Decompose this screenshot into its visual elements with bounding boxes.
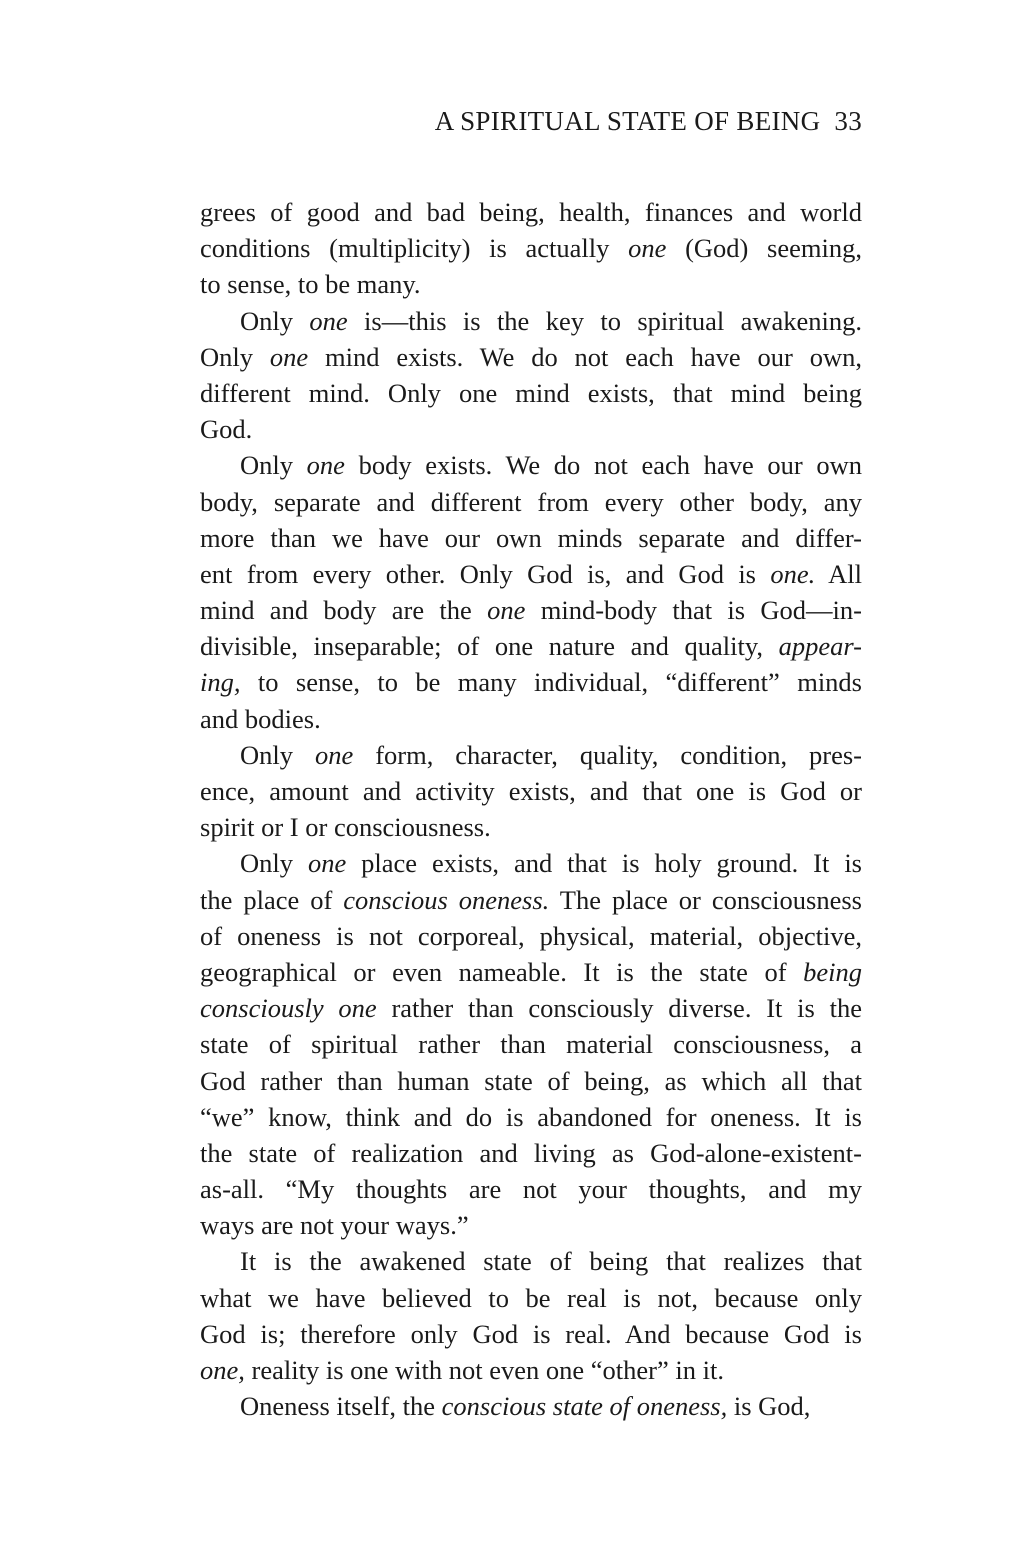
italic-text: one bbox=[314, 739, 354, 770]
italic-text: conscious state of oneness, bbox=[441, 1391, 728, 1422]
paragraph bbox=[200, 447, 862, 737]
paragraph bbox=[200, 737, 862, 846]
text-run: reality is one with not even one “other” in it. bbox=[244, 1355, 724, 1385]
text-run: rather than consciously diverse. It is the bbox=[376, 993, 862, 1024]
text-line bbox=[200, 303, 862, 339]
text-line bbox=[200, 773, 862, 809]
text-run: to sense, to be many individual, “different” minds bbox=[240, 667, 862, 698]
text-run: more than we have our own minds separate and differ- bbox=[200, 522, 862, 553]
text-line bbox=[200, 484, 862, 520]
italic-text: one bbox=[628, 233, 667, 264]
text-line bbox=[200, 1207, 862, 1243]
text-run: body exists. We do not each have our own bbox=[344, 450, 863, 481]
text-run: The place or consciousness bbox=[549, 884, 862, 915]
text-line bbox=[200, 882, 862, 918]
italic-text: one bbox=[309, 305, 348, 336]
text-run: divisible, inseparable; of one nature and quality, bbox=[200, 631, 779, 662]
text-line bbox=[200, 701, 862, 737]
text-line bbox=[200, 230, 862, 266]
text-line bbox=[200, 954, 862, 990]
text-run: different mind. Only one mind exists, that mind being bbox=[200, 377, 862, 408]
text-run: form, character, quality, condition, pres- bbox=[353, 739, 863, 770]
text-line bbox=[200, 1135, 862, 1171]
paragraph bbox=[200, 1243, 862, 1388]
italic-text: one. bbox=[770, 558, 816, 589]
text-line bbox=[200, 1026, 862, 1062]
text-line bbox=[200, 411, 862, 447]
text-run: to sense, to be many. bbox=[200, 269, 421, 300]
text-line bbox=[200, 845, 862, 881]
text-run: Only bbox=[240, 305, 310, 336]
text-run: ence, amount and activity exists, and that one is God or bbox=[200, 776, 862, 806]
text-line bbox=[200, 1063, 862, 1099]
text-run: God rather than human state of being, as which all that bbox=[200, 1065, 862, 1096]
text-line bbox=[200, 1280, 862, 1316]
text-run: spirit or I or consciousness. bbox=[200, 812, 491, 843]
text-run: mind-body that is God—in- bbox=[525, 595, 862, 626]
text-run: Oneness itself, the bbox=[240, 1391, 442, 1422]
italic-text: one bbox=[269, 341, 309, 372]
text-line bbox=[200, 592, 862, 628]
paragraph bbox=[200, 845, 862, 1243]
paragraph bbox=[200, 1388, 862, 1424]
italic-text: one, bbox=[200, 1355, 245, 1385]
text-run: Only bbox=[240, 739, 315, 770]
text-line bbox=[200, 1171, 862, 1207]
text-line bbox=[200, 918, 862, 954]
text-run: It is the awakened state of being that realizes that bbox=[240, 1246, 862, 1277]
text-line bbox=[200, 664, 862, 700]
italic-text: one bbox=[307, 848, 347, 879]
text-run: Only bbox=[240, 450, 307, 481]
text-line bbox=[200, 1243, 862, 1279]
text-run: state of spiritual rather than material consciousness, a bbox=[200, 1029, 862, 1060]
text-run: the place of bbox=[200, 884, 344, 915]
text-run: mind and body are the bbox=[200, 595, 488, 626]
text-run: All bbox=[815, 558, 862, 589]
text-line bbox=[200, 1099, 862, 1135]
italic-text: conscious oneness. bbox=[343, 884, 550, 915]
text-run: the state of realization and living as God-alone-existent- bbox=[200, 1137, 862, 1168]
text-run: grees of good and bad being, health, finances and world bbox=[200, 197, 862, 227]
text-line bbox=[200, 809, 862, 845]
text-line bbox=[200, 1316, 862, 1352]
italic-text: ing, bbox=[200, 667, 241, 698]
italic-text: consciously one bbox=[200, 993, 377, 1024]
text-line bbox=[200, 520, 862, 556]
running-head bbox=[200, 106, 862, 137]
text-line bbox=[200, 447, 862, 483]
text-run: of oneness is not corporeal, physical, material, objective, bbox=[200, 920, 862, 951]
text-line bbox=[200, 628, 862, 664]
text-run: geographical or even nameable. It is the state of bbox=[200, 956, 804, 987]
text-run: body, separate and different from every other body, any bbox=[200, 486, 862, 517]
text-run: place exists, and that is holy ground. It is bbox=[346, 848, 862, 879]
text-line bbox=[200, 737, 862, 773]
italic-text: one bbox=[306, 450, 345, 481]
text-line bbox=[200, 556, 862, 592]
text-line bbox=[200, 266, 862, 302]
text-run: mind exists. We do not each have our own, bbox=[308, 341, 862, 372]
text-run: ways are not your ways.” bbox=[200, 1210, 469, 1241]
text-run: is—this is the key to spiritual awakening. bbox=[347, 305, 862, 336]
text-line bbox=[200, 1352, 862, 1388]
italic-text: one bbox=[487, 595, 526, 626]
text-line bbox=[200, 339, 862, 375]
italic-text: appear- bbox=[778, 631, 862, 662]
text-run: as-all. “My thoughts are not your thoughts, and my bbox=[200, 1174, 862, 1205]
italic-text: being bbox=[803, 956, 862, 987]
paragraph bbox=[200, 194, 862, 303]
text-run: Only bbox=[200, 341, 270, 372]
text-run: God is; therefore only God is real. And because God is bbox=[200, 1318, 862, 1349]
running-title: A SPIRITUAL STATE OF BEING bbox=[434, 106, 821, 136]
page-number: 33 bbox=[834, 106, 862, 136]
text-run: conditions (multiplicity) is actually bbox=[200, 233, 629, 264]
text-line bbox=[200, 194, 862, 230]
text-line bbox=[200, 375, 862, 411]
text-line bbox=[200, 1388, 862, 1424]
text-run: and bodies. bbox=[200, 703, 321, 734]
text-run: is God, bbox=[727, 1391, 811, 1422]
paragraph bbox=[200, 303, 862, 448]
text-run: ent from every other. Only God is, and God is bbox=[200, 558, 771, 589]
text-run: God. bbox=[200, 414, 253, 445]
text-run: (God) seeming, bbox=[666, 233, 862, 264]
text-run: Only bbox=[240, 848, 308, 879]
text-line bbox=[200, 990, 862, 1026]
body-text bbox=[200, 194, 862, 1424]
text-run: “we” know, think and do is abandoned for oneness. It is bbox=[200, 1101, 862, 1132]
text-run: what we have believed to be real is not, because only bbox=[200, 1282, 862, 1313]
